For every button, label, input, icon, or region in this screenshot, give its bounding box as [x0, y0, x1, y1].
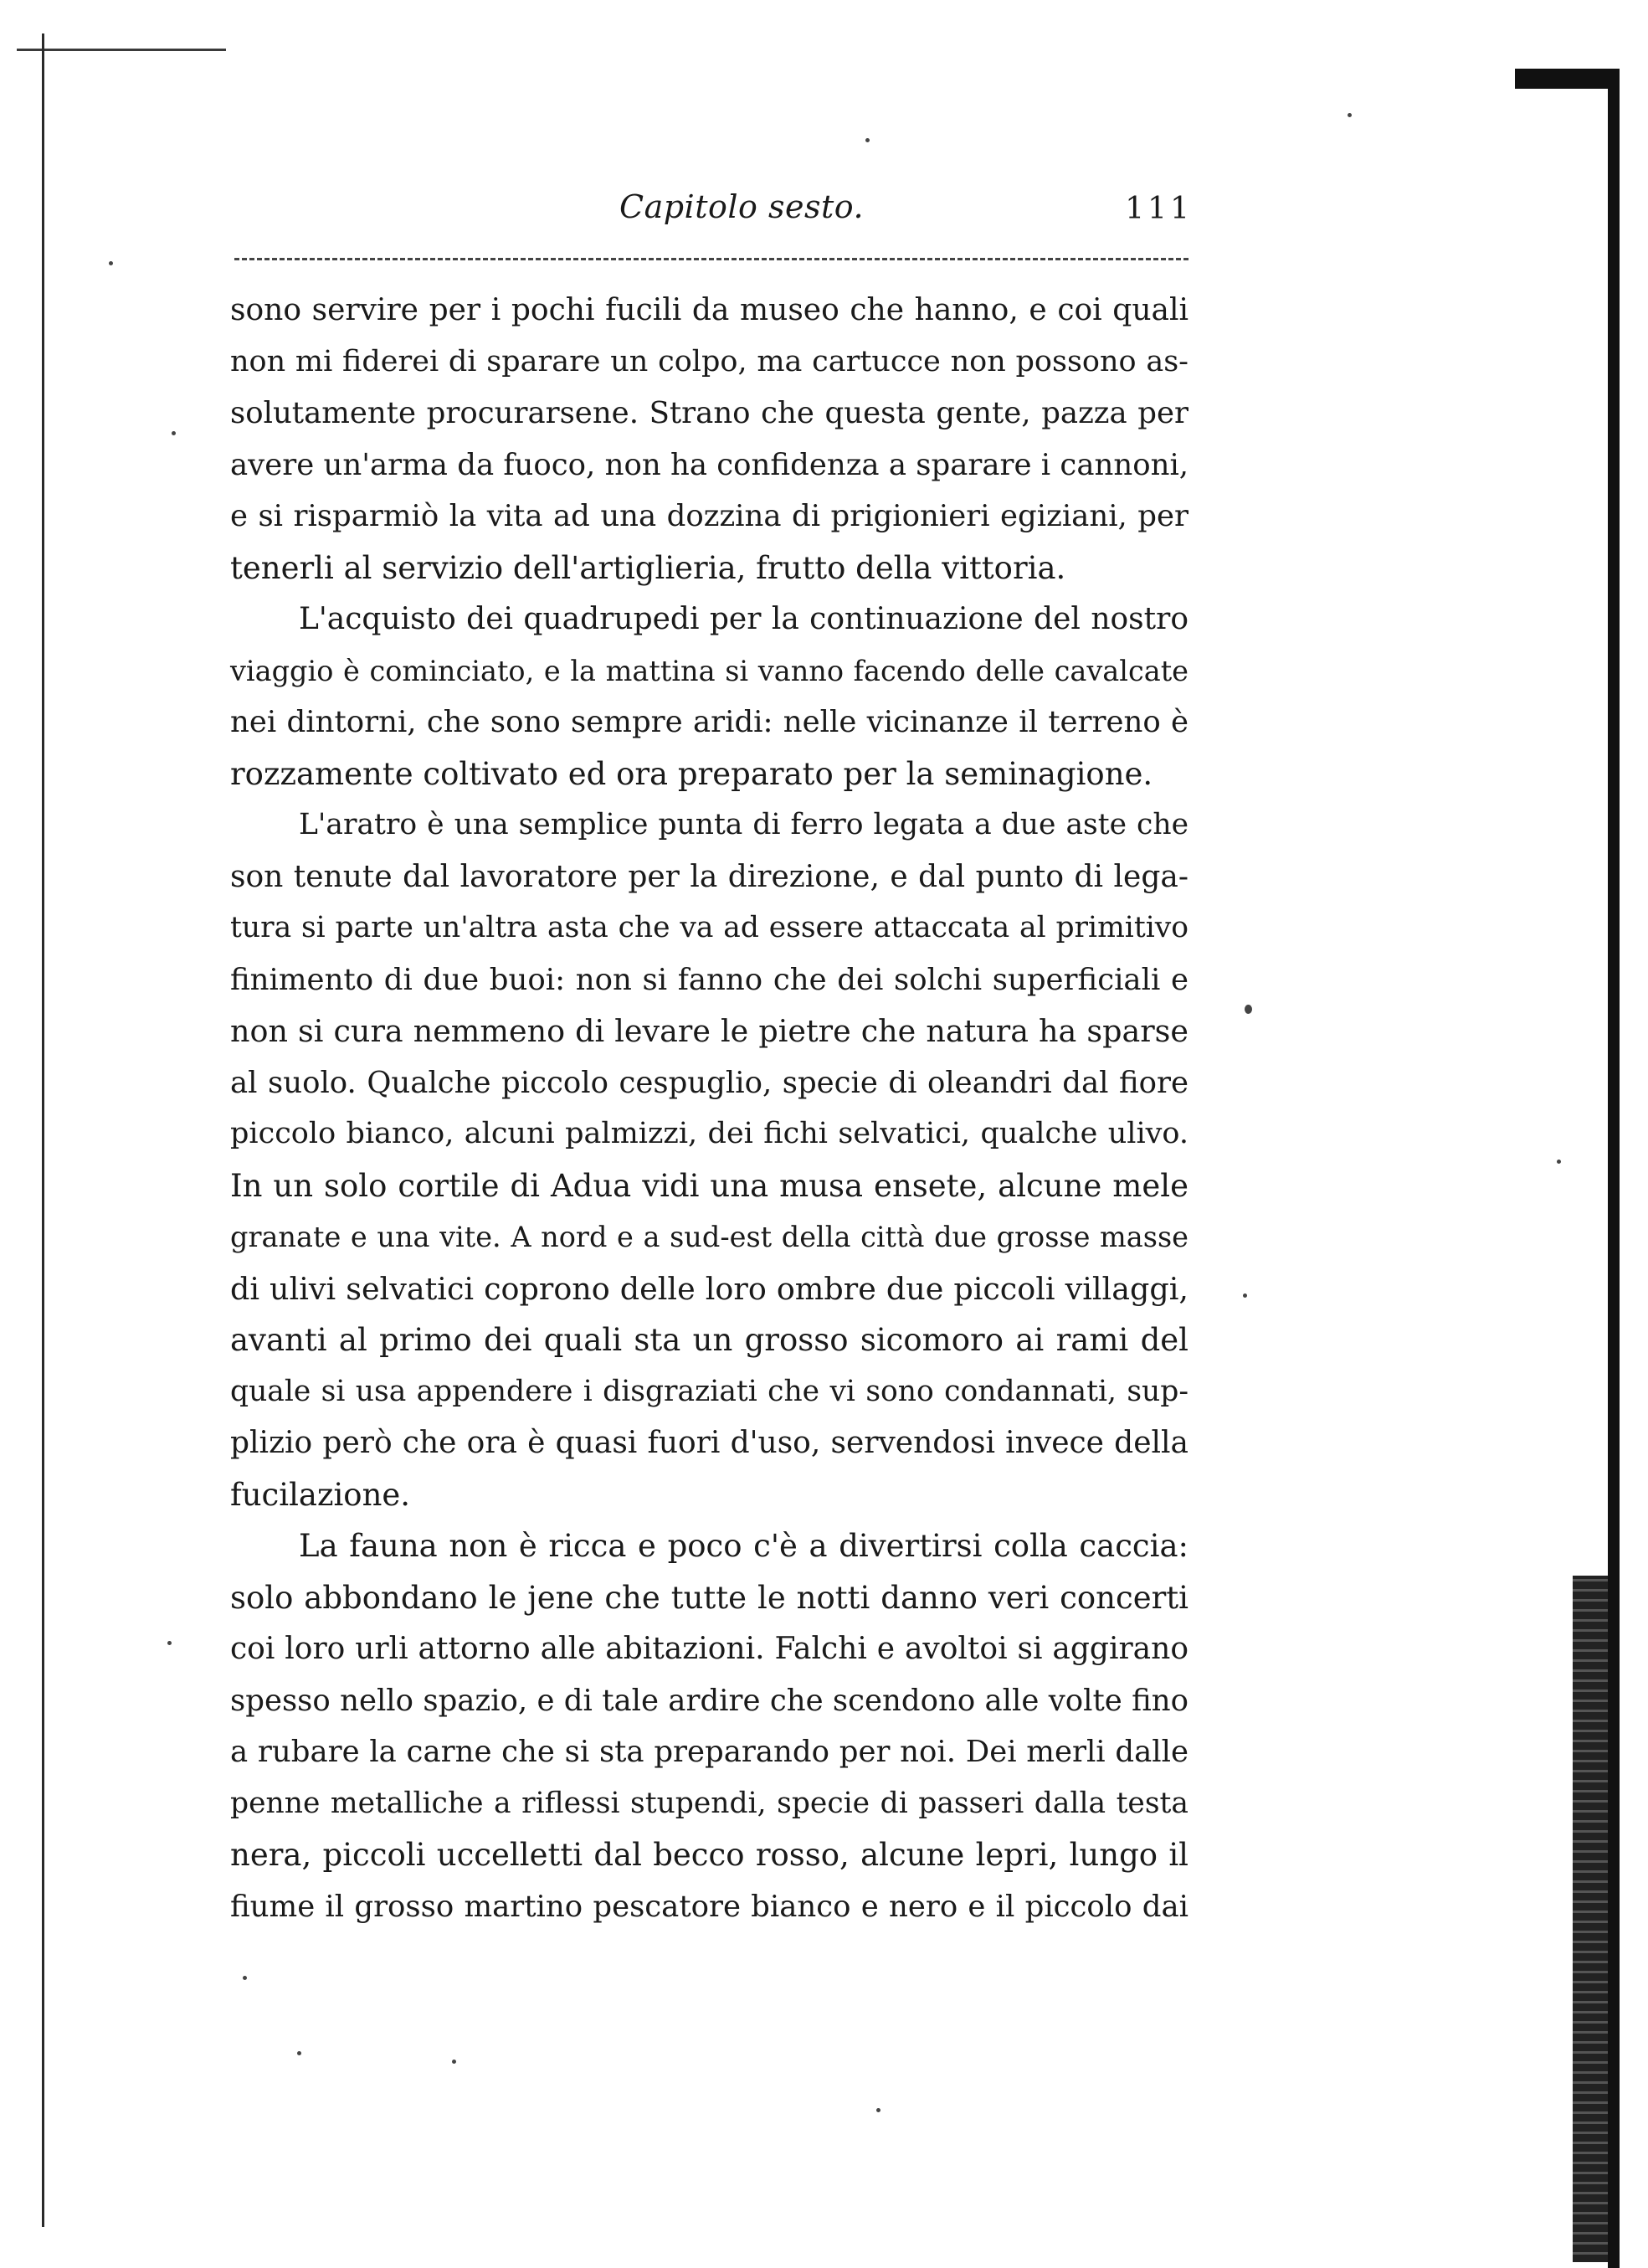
scan-speck: [297, 2051, 301, 2055]
text-line: nera, piccoli uccelletti dal becco rosso, alcune lepri, lungo il: [230, 1837, 1189, 1873]
page-number: 111: [1125, 192, 1193, 226]
scan-speck: [172, 431, 176, 435]
text-line: spesso nello spazio, e di tale ardire che scendono alle volte fino: [230, 1683, 1189, 1718]
text-line: quale si usa appendere i disgraziati che vi sono condannati, sup-: [230, 1374, 1189, 1408]
text-line: avere un'arma da fuoco, non ha confidenza a sparare i cannoni,: [230, 447, 1189, 482]
body-text: [230, 285, 1189, 1932]
text-line: viaggio è cominciato, e la mattina si vanno facendo delle cavalcate: [230, 654, 1189, 687]
scan-speck: [1557, 1160, 1561, 1164]
text-line: tenerli al servizio dell'artiglieria, frutto della vittoria.: [230, 549, 1066, 586]
text-line: di ulivi selvatici coprono delle loro ombre due piccoli villaggi,: [230, 1270, 1189, 1307]
scan-speck: [1245, 1005, 1252, 1014]
text-line: e si risparmiò la vita ad una dozzina di prigionieri egiziani, per: [230, 499, 1189, 533]
text-line: solo abbondano le jene che tutte le notti danno veri concerti: [230, 1579, 1189, 1616]
text-line: tura si parte un'altra asta che va ad essere attaccata al primitivo: [230, 911, 1189, 944]
text-line: piccolo bianco, alcuni palmizzi, dei fichi selvatici, qualche ulivo.: [230, 1117, 1189, 1150]
scan-edge-top: [17, 49, 226, 51]
text-line: granate e una vite. A nord e a sud-est della città due grosse masse: [230, 1221, 1189, 1253]
text-line: In un solo cortile di Adua vidi una musa ensete, alcune mele: [230, 1167, 1189, 1204]
scan-speck: [865, 138, 870, 142]
text-line: L'aratro è una semplice punta di ferro legata a due aste che: [299, 808, 1189, 841]
text-line: non si cura nemmeno di levare le pietre che natura ha sparse: [230, 1013, 1189, 1049]
text-line: al suolo. Qualche piccolo cespuglio, specie di oleandri dal fiore: [230, 1065, 1189, 1100]
scan-edge-left: [42, 33, 44, 2227]
header-rule: [234, 258, 1189, 260]
text-line: L'acquisto dei quadrupedi per la continuazione del nostro: [299, 602, 1189, 636]
text-line: fucilazione.: [230, 1476, 411, 1513]
text-line: coi loro urli attorno alle abitazioni. Falchi e avoltoi si aggirano: [230, 1632, 1189, 1666]
text-line: penne metalliche a riflessi stupendi, specie di passeri dalla testa: [230, 1786, 1189, 1820]
text-line: La fauna non è ricca e poco c'è a divertirsi colla caccia:: [299, 1528, 1189, 1564]
text-line: plizio però che ora è quasi fuori d'uso, servendosi invece della: [230, 1426, 1189, 1460]
scan-speck: [1243, 1293, 1247, 1298]
scan-speck: [876, 2108, 880, 2112]
text-line: fiume il grosso martino pescatore bianco e nero e il piccolo dai: [230, 1889, 1189, 1924]
text-line: a rubare la carne che si sta preparando per noi. Dei merli dalle: [230, 1735, 1189, 1769]
scan-speck: [109, 261, 113, 265]
scan-edge-right: [1515, 69, 1620, 2268]
text-line: solutamente procurarsene. Strano che questa gente, pazza per: [230, 396, 1189, 430]
text-line: avanti al primo dei quali sta un grosso sicomoro ai rami del: [230, 1322, 1189, 1358]
text-line: rozzamente coltivato ed ora preparato per la seminagione.: [230, 755, 1153, 792]
scan-speck: [1348, 113, 1352, 117]
text-line: finimento di due buoi: non si fanno che dei solchi superficiali e: [230, 962, 1189, 997]
scan-speck: [452, 2060, 456, 2064]
scan-speck: [167, 1641, 172, 1645]
text-line: nei dintorni, che sono sempre aridi: nelle vicinanze il terreno è: [230, 705, 1189, 739]
page-header: [226, 188, 1193, 239]
scan-speck: [243, 1976, 247, 1980]
text-line: sono servire per i pochi fucili da museo che hanno, e coi quali: [230, 293, 1189, 327]
text-line: son tenute dal lavoratore per la direzione, e dal punto di lega-: [230, 859, 1189, 894]
text-line: non mi fiderei di sparare un colpo, ma cartucce non possono as-: [230, 344, 1189, 378]
running-title: Capitolo sesto.: [619, 188, 865, 225]
